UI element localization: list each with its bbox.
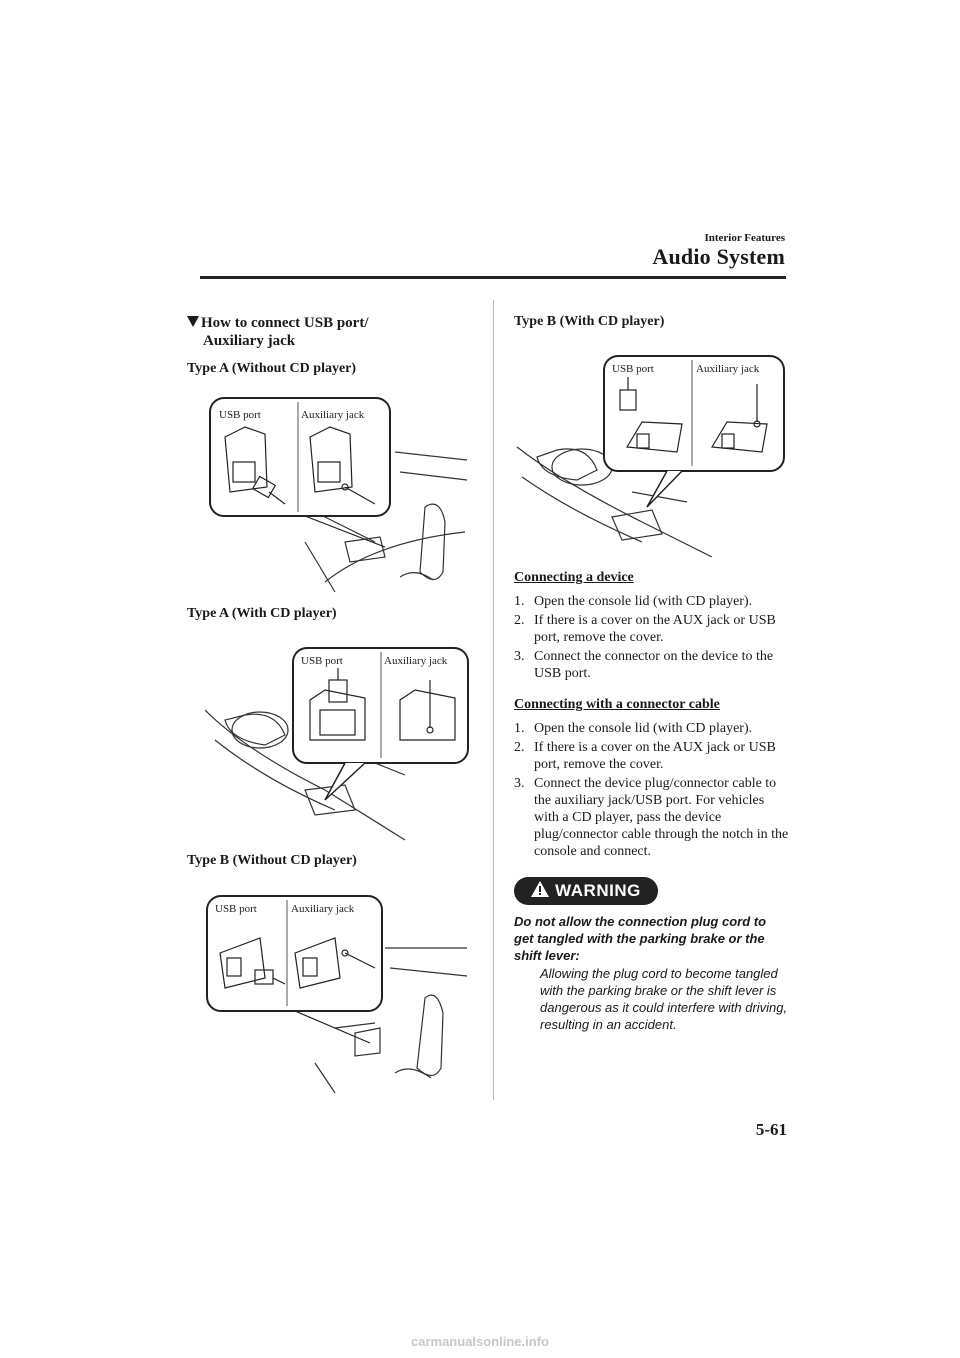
- list-item: 3. Connect the device plug/connector cable to the auxiliary jack/USB port. For vehicles with a CD player, pass the device plug/connector cable through the notch in the console and connect.: [514, 776, 789, 859]
- triangle-down-icon: [187, 314, 201, 332]
- usb-port-label-3: USB port: [215, 903, 257, 915]
- section-heading: [187, 314, 487, 350]
- header-section: Interior Features: [704, 232, 785, 244]
- section-heading-line1: How to connect USB port/: [201, 315, 369, 331]
- aux-jack-label-3: Auxiliary jack: [291, 903, 355, 915]
- subhead-connecting-cable: Connecting with a connector cable: [514, 697, 720, 712]
- header-rule: [200, 276, 786, 279]
- aux-jack-label-2: Auxiliary jack: [384, 655, 448, 667]
- list-connecting-device: [514, 593, 789, 684]
- illustration-type-b-without: [205, 888, 470, 1098]
- list-item: 2. If there is a cover on the AUX jack or USB port, remove the cover.: [514, 613, 776, 645]
- list-connecting-cable: [514, 720, 789, 862]
- usb-port-label-4: USB port: [612, 363, 654, 375]
- warning-body-text: Allowing the plug cord to become tangled with the parking brake or the shift lever is dangerous as it could interfere with driving, resulting in an accident.: [540, 966, 788, 1032]
- caption-type-a-with: Type A (With CD player): [187, 606, 337, 621]
- subhead-connecting-device: Connecting a device: [514, 570, 634, 585]
- list-item: 1. Open the console lid (with CD player).: [514, 594, 753, 609]
- column-divider: [493, 300, 494, 1100]
- caption-type-a-without: Type A (Without CD player): [187, 361, 357, 376]
- caption-type-b-with: Type B (With CD player): [514, 314, 665, 329]
- section-heading-line2: Auxiliary jack: [203, 333, 296, 349]
- illustration-type-b-with: [512, 352, 787, 557]
- list-item: 2. If there is a cover on the AUX jack or USB port, remove the cover.: [514, 740, 776, 772]
- list-item: 1. Open the console lid (with CD player).: [514, 721, 753, 736]
- warning-badge: [514, 877, 658, 905]
- usb-port-label: USB port: [219, 409, 261, 421]
- warning-triangle-icon: [531, 881, 549, 902]
- usb-port-label-2: USB port: [301, 655, 343, 667]
- footer-watermark: carmanualsonline.info: [411, 1334, 549, 1349]
- illustration-type-a-without: [205, 392, 470, 602]
- illustration-type-a-with: [205, 640, 470, 845]
- aux-jack-label-4: Auxiliary jack: [696, 363, 760, 375]
- caption-type-b-without: Type B (Without CD player): [187, 853, 357, 868]
- list-item: 3. Connect the connector on the device to the USB port.: [514, 649, 774, 681]
- aux-jack-label: Auxiliary jack: [301, 409, 365, 421]
- header-title: Audio System: [652, 244, 785, 269]
- warning-bold-text: Do not allow the connection plug cord to get tangled with the parking brake or the shift lever:: [514, 914, 767, 963]
- page-number: 5-61: [755, 1120, 787, 1139]
- warning-badge-label: WARNING: [555, 881, 641, 900]
